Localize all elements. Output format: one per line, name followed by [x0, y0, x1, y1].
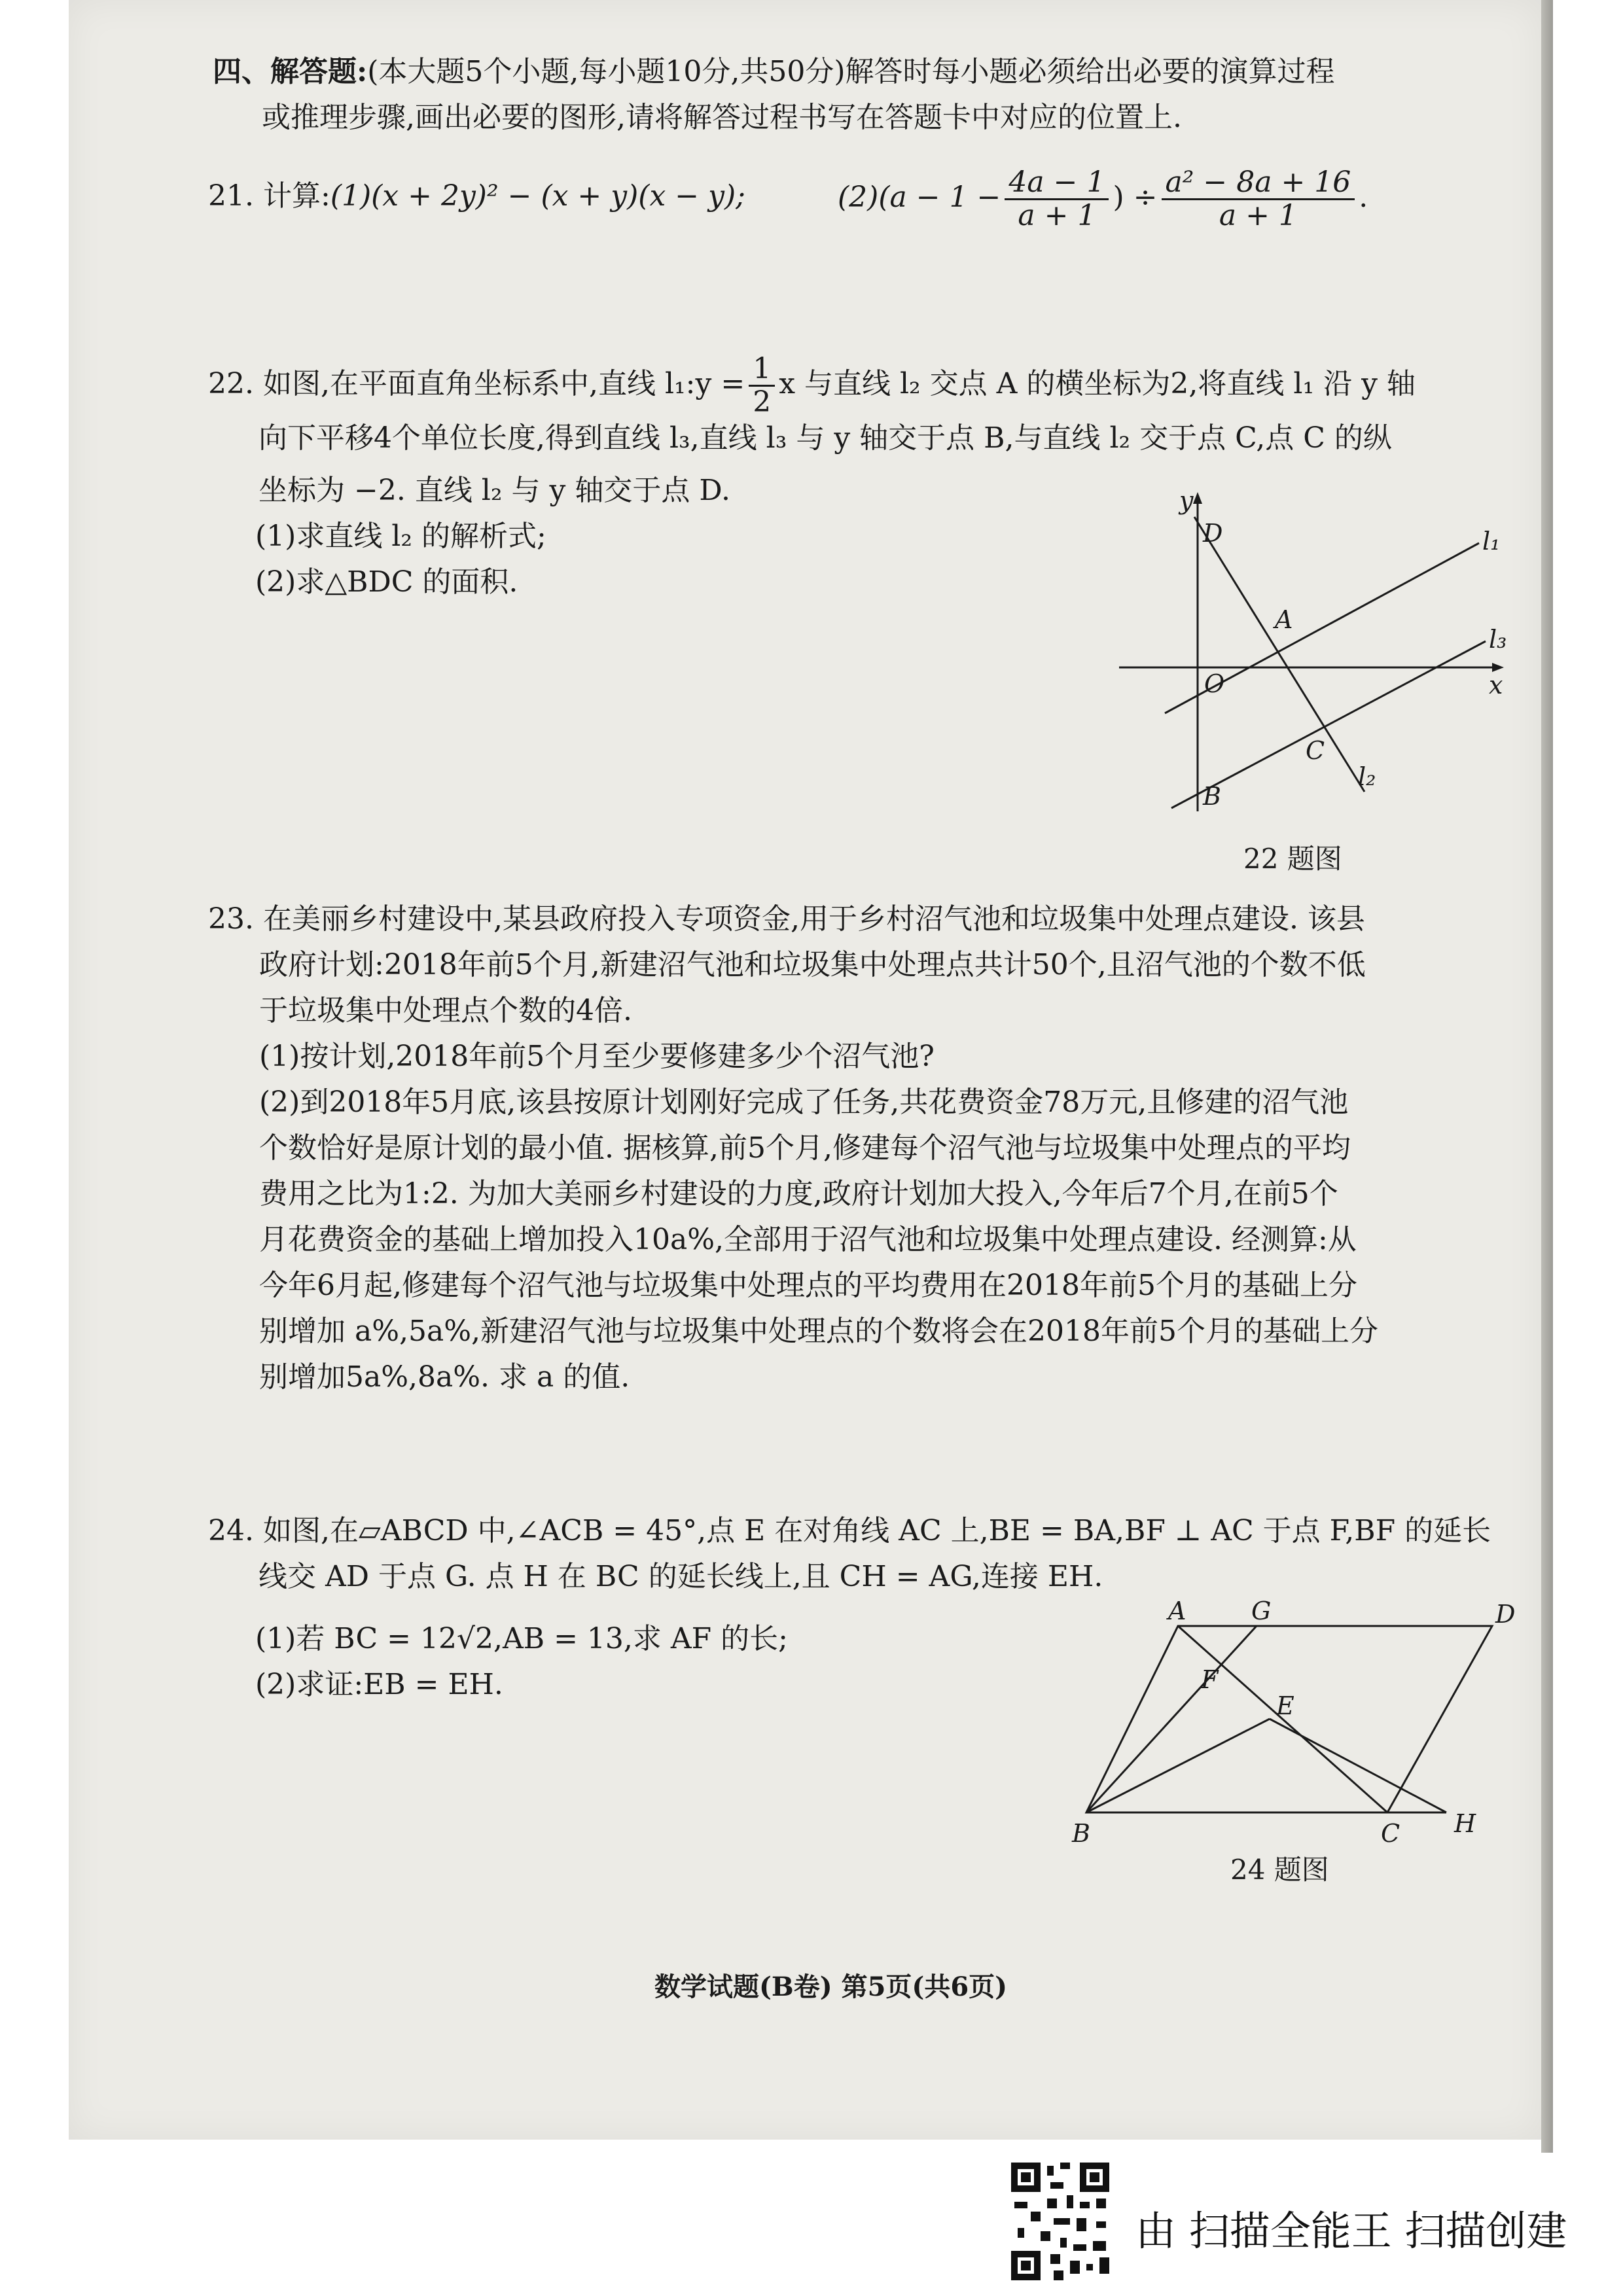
q24-sub1: (1)若 BC = 12√2,AB = 13,求 AF 的长;	[255, 1622, 788, 1655]
q23-para1-line1-text: 在美丽乡村建设中,某县政府投入专项资金,用于乡村沼气池和垃圾集中处理点建设. 该县	[262, 902, 1365, 936]
q21-fraction-1	[1005, 167, 1109, 232]
q22-figure	[1106, 484, 1525, 851]
q21-frac2-numerator: a² − 8a + 16	[1162, 167, 1355, 200]
q22-fraction	[749, 353, 775, 418]
qr-code-icon	[1008, 2159, 1113, 2284]
q24-number: 24.	[208, 1514, 254, 1547]
q23-para2-line1: (2)到2018年5月底,该县按原计划刚好完成了任务,共花费资金78万元,且修建的沼气池	[259, 1086, 1349, 1119]
q23-para2-line2: 个数恰好是原计划的最小值. 据核算,前5个月,修建每个沼气池与垃圾集中处理点的平均	[259, 1131, 1351, 1165]
q22-line2: 向下平移4个单位长度,得到直线 l₃,直线 l₃ 与 y 轴交于点 B,与直线 l₂ 交于点 C,点 C 的纵	[259, 421, 1392, 455]
q23-para2-line7: 别增加5a%,8a%. 求 a 的值.	[259, 1360, 630, 1394]
q22-caption: 22 题图	[1243, 843, 1342, 875]
label-H: H	[1454, 1809, 1476, 1838]
q24-line1	[208, 1511, 1491, 1551]
segment-BG	[1086, 1626, 1257, 1812]
label-x: x	[1489, 671, 1503, 699]
q22-frac-denominator: 2	[753, 385, 772, 419]
q24-sub2: (2)求证:EB = EH.	[255, 1668, 503, 1701]
q24-line1-text: 如图,在▱ABCD 中,∠ACB = 45°,点 E 在对角线 AC 上,BE = BA,BF ⊥ AC 于点 F,BF 的延长	[262, 1514, 1491, 1547]
label-l3: l₃	[1489, 625, 1507, 654]
section-intro-line1	[213, 52, 1335, 92]
q23-para1-line3: 于垃圾集中处理点个数的4倍.	[259, 994, 632, 1027]
q23-para2-line4: 月花费资金的基础上增加投入10a%,全部用于沼气池和垃圾集中处理点建设. 经测算:从	[259, 1223, 1357, 1256]
q23-para2-line6: 别增加 a%,5a%,新建沼气池与垃圾集中处理点的个数将会在2018年前5个月的基础上分	[259, 1315, 1379, 1348]
label-C: C	[1306, 736, 1325, 765]
label-D: D	[1495, 1600, 1516, 1629]
label-l1: l₁	[1482, 527, 1501, 556]
q21-frac1-numerator: 4a − 1	[1005, 167, 1109, 200]
q22-line3: 坐标为 −2. 直线 l₂ 与 y 轴交于点 D.	[259, 474, 731, 507]
q21-part1: (1)(x + 2y)² − (x + y)(x − y);	[330, 179, 745, 213]
label-y: y	[1179, 486, 1194, 515]
q23-para2-line5: 今年6月起,修建每个沼气池与垃圾集中处理点的平均费用在2018年前5个月的基础上分	[259, 1269, 1357, 1302]
q21-fraction-2	[1162, 167, 1355, 232]
q23-para1-line2: 政府计划:2018年前5个月,新建沼气池和垃圾集中处理点共计50个,且沼气池的个数不低	[259, 948, 1366, 981]
label-C: C	[1381, 1819, 1400, 1848]
question-21	[208, 167, 745, 226]
q21-part2-suffix: .	[1359, 181, 1368, 214]
q23-number: 23.	[208, 902, 254, 936]
q22-sub1: (1)求直线 l₂ 的解析式;	[255, 520, 546, 553]
label-A: A	[1168, 1597, 1186, 1625]
q21-part2-prefix: (2)(a − 1 −	[838, 181, 1001, 214]
q21-part2-mid: ) ÷	[1113, 181, 1158, 214]
scanner-credit: 由 扫描全能王 扫描创建	[1135, 2207, 1567, 2255]
paper-edge	[1541, 0, 1553, 2153]
label-B: B	[1072, 1819, 1090, 1848]
q21-frac1-denominator: a + 1	[1018, 199, 1096, 232]
q22-line1-b: x 与直线 l₂ 交点 A 的横坐标为2,将直线 l₁ 沿 y 轴	[779, 367, 1416, 400]
segment-BE	[1086, 1719, 1270, 1812]
question-23	[208, 896, 1510, 1400]
q23-para2-line3: 费用之比为1:2. 为加大美丽乡村建设的力度,政府计划加大投入,今年后7个月,在前5个	[259, 1177, 1338, 1210]
q22-line1	[208, 353, 1416, 418]
q21-number: 21.	[208, 179, 254, 213]
label-O: O	[1204, 669, 1225, 698]
label-F: F	[1201, 1665, 1219, 1694]
q21-frac2-denominator: a + 1	[1219, 199, 1297, 232]
y-axis-arrow	[1193, 492, 1202, 504]
label-B: B	[1203, 782, 1221, 811]
q24-caption: 24 题图	[1230, 1854, 1329, 1886]
q23-sub1: (1)按计划,2018年前5个月至少要修建多少个沼气池?	[259, 1040, 935, 1073]
q21-lead: 计算:	[262, 179, 330, 213]
q22-sub2: (2)求△BDC 的面积.	[255, 565, 518, 599]
q21-part2	[838, 167, 1368, 232]
scanner-watermark	[1008, 2159, 1597, 2284]
section-intro-text: (本大题5个小题,每小题10分,共50分)解答时每小题必须给出必要的演算过程	[367, 55, 1335, 88]
section-heading: 四、解答题:	[213, 55, 368, 88]
label-E: E	[1276, 1691, 1294, 1720]
q24-figure	[1047, 1590, 1531, 1865]
q22-number: 22.	[208, 367, 254, 400]
label-G: G	[1251, 1597, 1272, 1625]
page-footer: 数学试题(B卷) 第5页(共6页)	[654, 1971, 1008, 2002]
label-D: D	[1203, 519, 1223, 548]
section-intro-line2: 或推理步骤,画出必要的图形,请将解答过程书写在答题卡中对应的位置上.	[262, 101, 1182, 134]
q23-para1-line1	[208, 896, 1510, 942]
q22-frac-numerator: 1	[749, 353, 775, 387]
q24-line2: 线交 AD 于点 G. 点 H 在 BC 的延长线上,且 CH = AG,连接 EH.	[259, 1560, 1103, 1593]
segment-EH	[1270, 1719, 1446, 1812]
label-l2: l₂	[1358, 762, 1376, 791]
label-A: A	[1275, 605, 1293, 634]
q22-line1-a: 如图,在平面直角坐标系中,直线 l₁:y =	[262, 367, 745, 400]
